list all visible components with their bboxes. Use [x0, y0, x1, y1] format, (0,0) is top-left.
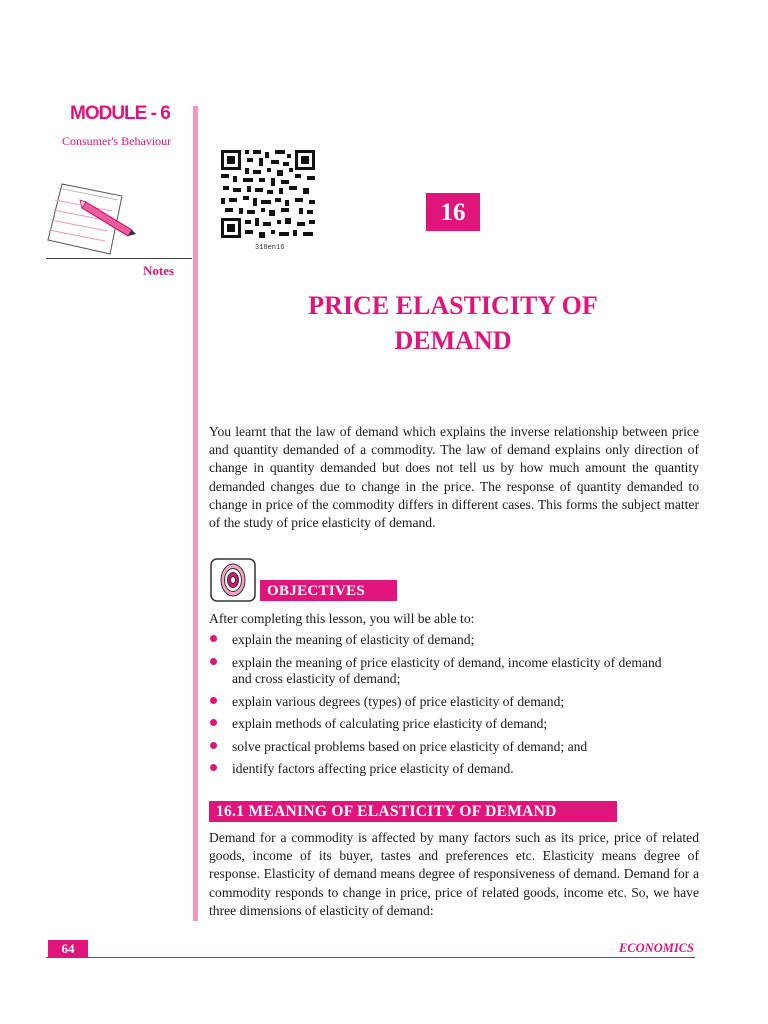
intro-paragraph: You learnt that the law of demand which explains the inverse relationship between price and quantity demanded of a commodity. The law of demand explains only direction of change in quantity demanded but does not tell us by how much amount the quantity demanded changes due to change in the price. The response of quantity demanded to change in price of the commodity differs in different cases. This forms the subject matter of the study of price elasticity of demand. [209, 424, 699, 531]
footer-subject: ECONOMICS [618, 941, 694, 955]
list-item: identify factors affecting price elasticity of demand. [209, 761, 679, 778]
list-item: explain the meaning of elasticity of demand; [209, 632, 679, 649]
chapter-title-line1: PRICE ELASTICITY OF [308, 291, 598, 320]
bullet-icon [210, 719, 217, 726]
section-paragraph: Demand for a commodity is affected by many factors such as its price, price of related goods, income of its buyer, tastes and preferences etc. Elasticity means degree of response. Elasticity of demand means degree of responsiveness of demand. Demand for a commodity responds to change in price, price of related goods, income etc. So, we have three dimensions of elasticity of demand: [209, 830, 699, 918]
chapter-title-line2: DEMAND [394, 326, 512, 355]
list-item: explain methods of calculating price elasticity of demand; [209, 716, 679, 733]
chapter-title [214, 288, 692, 358]
bullet-icon [210, 764, 217, 771]
footer-rule [46, 957, 695, 958]
bullet-icon [210, 697, 217, 704]
list-item: explain the meaning of price elasticity of demand, income elasticity of demand and cross elasticity of demand; [209, 655, 679, 688]
module-subtitle: Consumer's Behaviour [62, 134, 172, 148]
notes-divider [46, 258, 192, 259]
notepad-pencil-icon [40, 178, 140, 258]
notes-label: Notes [143, 263, 175, 278]
bullet-icon [210, 658, 217, 665]
list-item: solve practical problems based on price elasticity of demand; and [209, 739, 679, 756]
margin-bar [193, 106, 198, 921]
bullet-icon [210, 742, 217, 749]
section-heading: 16.1 MEANING OF ELASTICITY OF DEMAND [209, 801, 617, 822]
target-icon [210, 558, 256, 602]
objectives-lead: After completing this lesson, you will be able to: [209, 611, 475, 626]
page-number: 64 [48, 940, 88, 957]
list-item: explain various degrees (types) of price elasticity of demand; [209, 694, 679, 711]
qr-code-icon [219, 148, 317, 240]
objectives-list [209, 632, 679, 784]
chapter-number: 16 [426, 193, 480, 231]
bullet-icon [210, 635, 217, 642]
qr-code-caption: 318en16 [255, 244, 285, 252]
module-label: MODULE - 6 [70, 103, 170, 124]
objectives-heading: OBJECTIVES [260, 580, 397, 601]
